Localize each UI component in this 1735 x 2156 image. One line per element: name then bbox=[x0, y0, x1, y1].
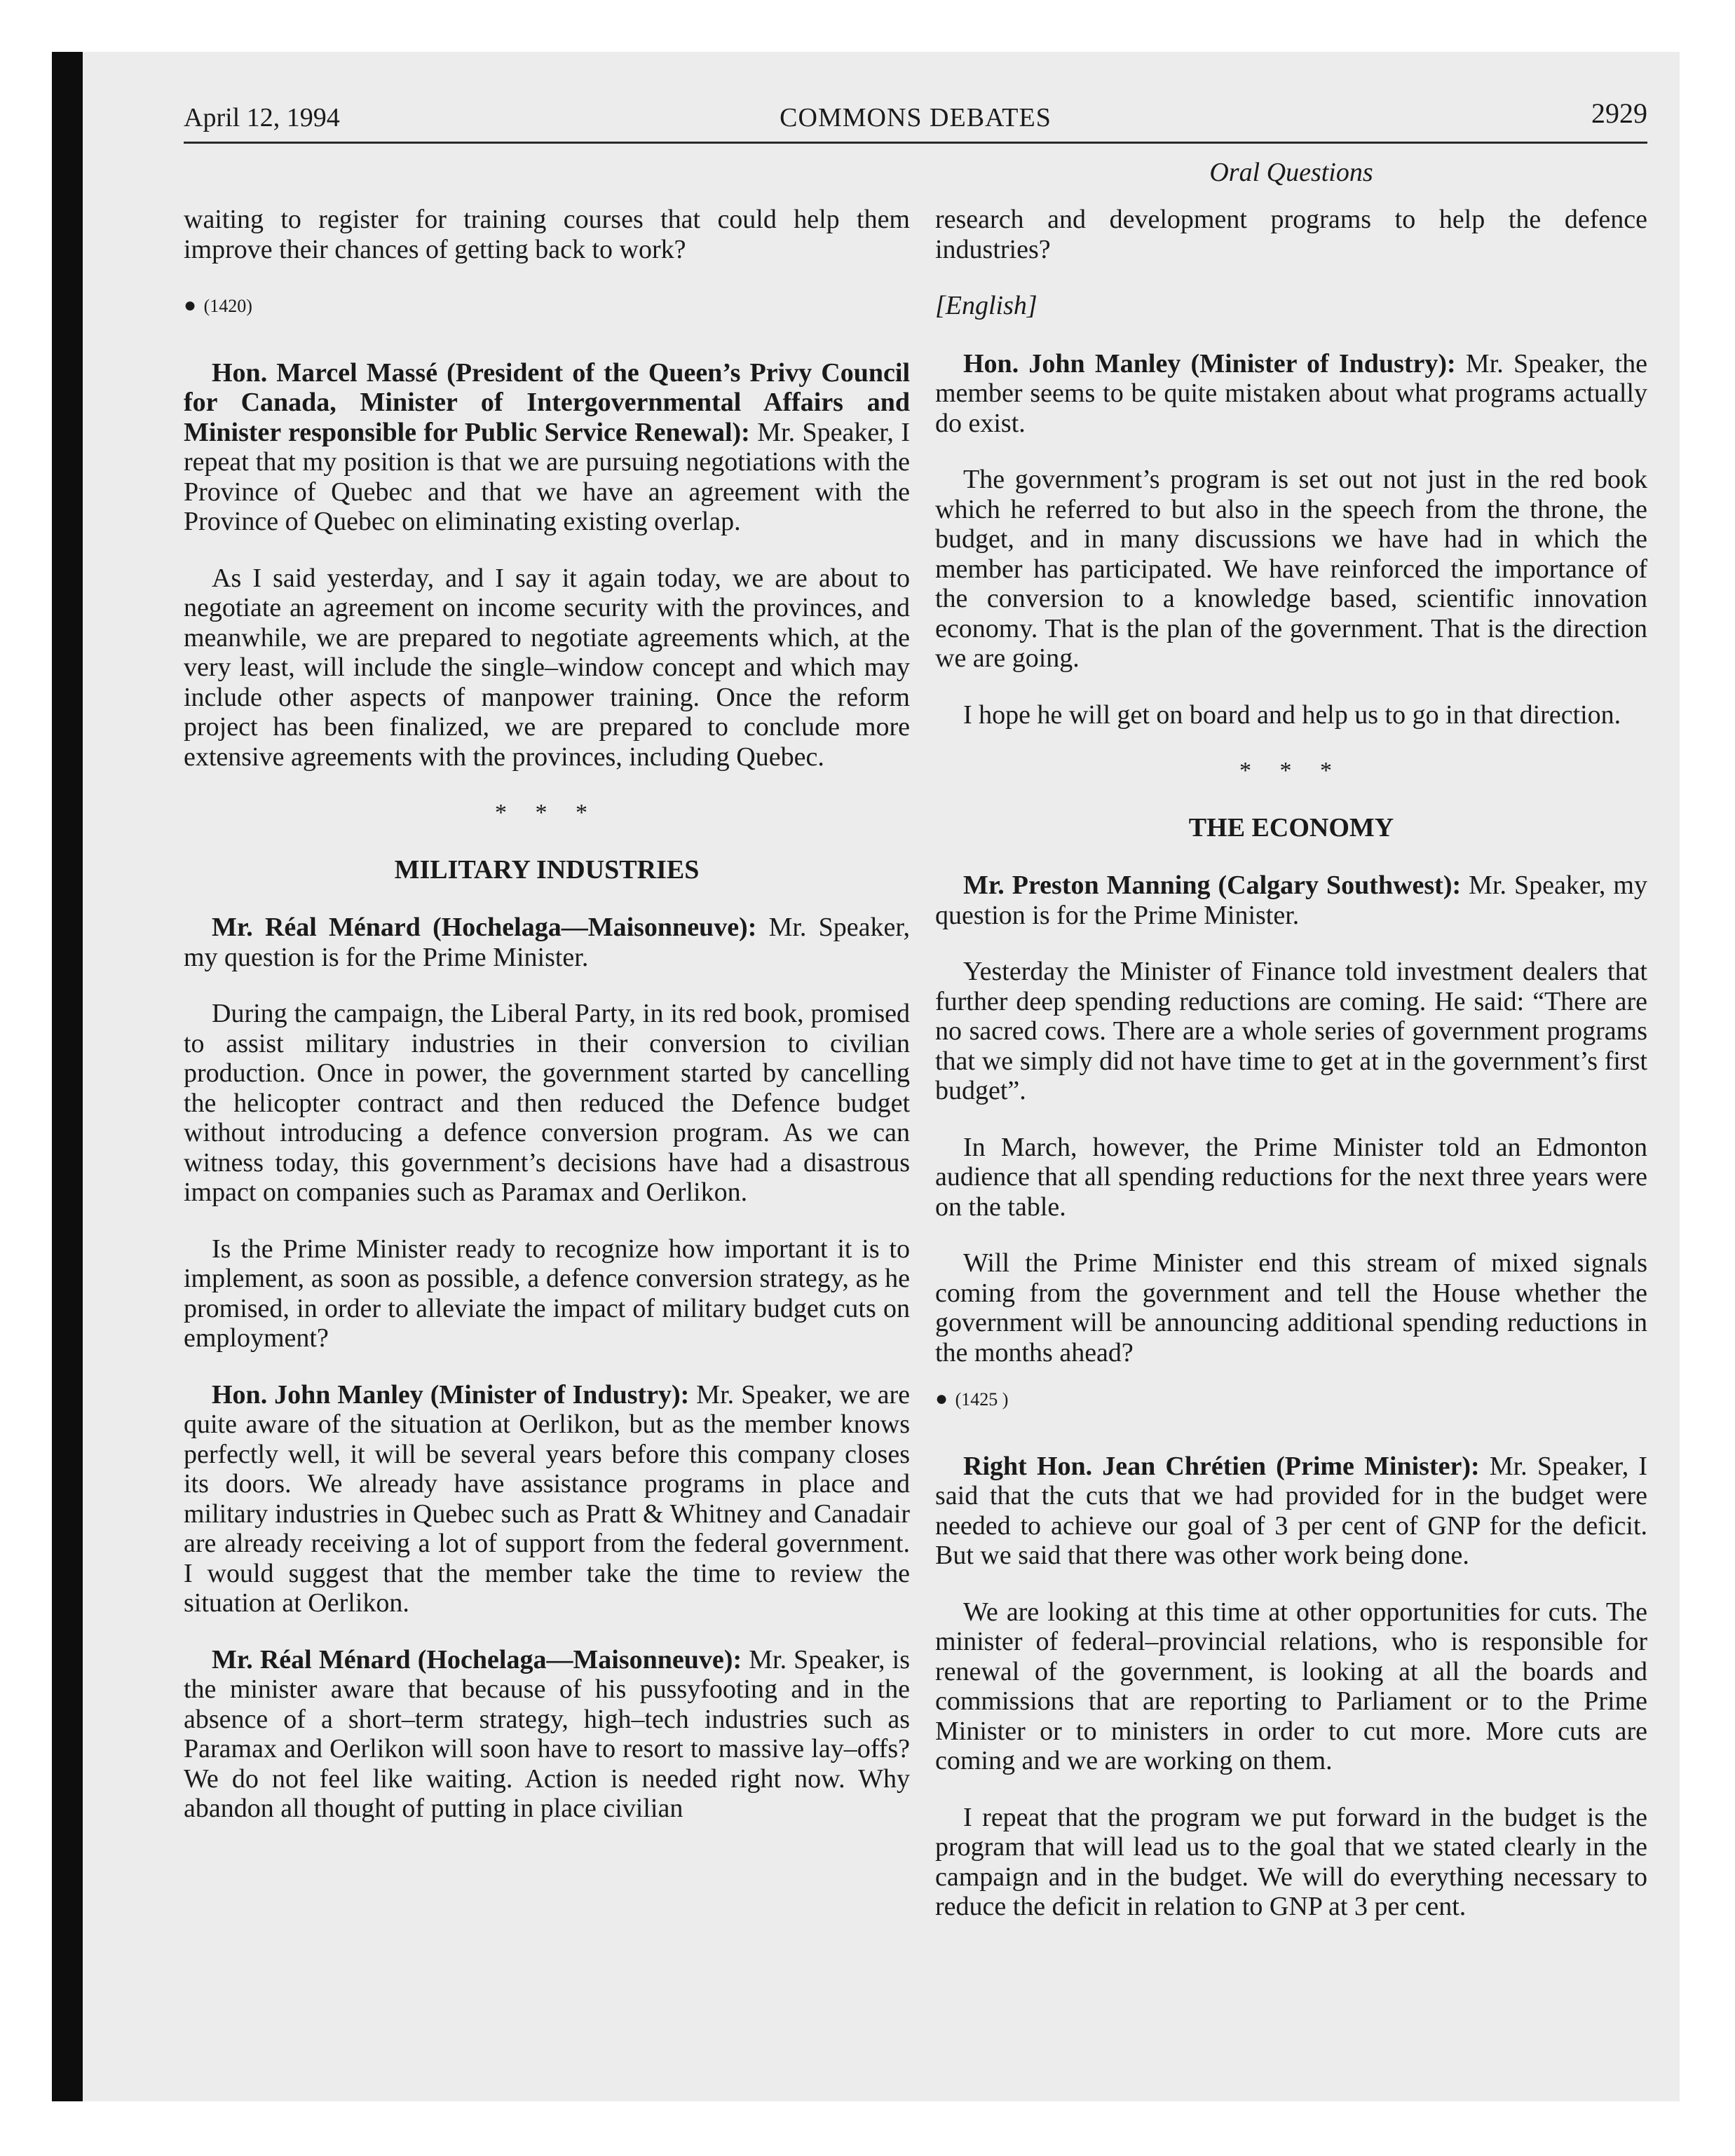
speech-text: Mr. Speaker, I said that the cuts that we had provided for in the budget were needed to achieve our goal of 3 per cent of GNP for the deficit. But we said that there was other work being done. bbox=[935, 1451, 1647, 1570]
paragraph: During the campaign, the Liberal Party, in its red book, promised to assist military industries in their conversion to civilian production. Once in power, the government started by cancelling the helicopter contract and then reduced the Defence budget without introducing a defence conversion program. As we can witness today, this government’s decisions have had a disastrous impact on companies such as Paramax and Oerlikon. bbox=[184, 999, 910, 1207]
paragraph: Will the Prime Minister end this stream of mixed signals coming from the government and tell the House whether the government will be announcing additional spending reductions in the months ahead? bbox=[935, 1248, 1647, 1367]
running-header bbox=[184, 86, 1647, 144]
section-separator: * * * bbox=[1239, 758, 1343, 784]
binding-edge bbox=[52, 52, 83, 2101]
time-marker-label: (1420) bbox=[203, 296, 252, 316]
language-tag: [English] bbox=[935, 291, 1037, 320]
right-column bbox=[935, 205, 1647, 1949]
section-label: Oral Questions bbox=[1209, 158, 1373, 187]
paragraph: We are looking at this time at other opportunities for cuts. The minister of federal–provincial relations, who is responsible for renewal of the government, is looking at all the boards and commissions that are reporting to Parliament or to the Prime Minister or to ministers in order to cut more. More cuts are coming and we are working on them. bbox=[935, 1597, 1647, 1775]
header-page-number: 2929 bbox=[1591, 97, 1647, 129]
paragraph: waiting to register for training courses that could help them improve their chances of getting back to work? bbox=[184, 205, 910, 264]
time-marker-label: (1425 ) bbox=[955, 1389, 1009, 1410]
speaker-name: Right Hon. Jean Chrétien (Prime Minister): bbox=[963, 1451, 1480, 1481]
bullet-icon: ● bbox=[935, 1387, 948, 1410]
paragraph: In March, however, the Prime Minister told an Edmonton audience that all spending reductions for the next three years were on the table. bbox=[935, 1132, 1647, 1222]
header-journal-title: COMMONS DEBATES bbox=[780, 103, 1052, 132]
speech bbox=[935, 349, 1647, 439]
speech-text: Mr. Speaker, we are quite aware of the situation at Oerlikon, but as the member knows perfectly well, it will be several years before this company closes its doors. We already have assistance programs in place and military industries in Quebec such as Pratt & Whitney and Canadair are already receiving a lot of support from the federal government. I would suggest that the member take the time to review the situation at Oerlikon. bbox=[184, 1379, 911, 1618]
speech-text: Mr. Speaker, my question is for the Prime Minister. bbox=[184, 913, 910, 972]
speaker-name: Hon. Marcel Massé (President of the Queen’s Privy Council for Canada, Minister of Intergovernmental Affairs and Minister responsible for Public Service Renewal): bbox=[184, 357, 910, 447]
paragraph: Is the Prime Minister ready to recognize how important it is to implement, as soon as possible, a defence conversion strategy, as he promised, in order to alleviate the impact of military budget cuts on employment? bbox=[184, 1234, 910, 1353]
speaker-name: Hon. John Manley (Minister of Industry): bbox=[212, 1379, 690, 1410]
left-column bbox=[184, 205, 910, 1850]
paragraph: The government’s program is set out not just in the red book which he referred to but also in the speech from the throne, the budget, and in many discussions we have had in which the member has participated. We have reinforced the importance of the conversion to a knowledge based, scientific innovation economy. That is the plan of the government. That is the direction we are going. bbox=[935, 465, 1647, 673]
time-marker bbox=[935, 1384, 1647, 1415]
paragraph: I repeat that the program we put forward in the budget is the program that will lead us to the goal that we stated clearly in the campaign and in the budget. We will do everything necessary to reduce the deficit in relation to GNP at 3 per cent. bbox=[935, 1802, 1647, 1921]
section-heading: THE ECONOMY bbox=[1188, 812, 1394, 842]
speech bbox=[184, 1380, 910, 1618]
speech bbox=[184, 1645, 910, 1824]
paragraph: Yesterday the Minister of Finance told investment dealers that further deep spending reductions are coming. He said: “There are no sacred cows. There are a whole series of government programs that we simply did not have time to get at in the government’s first budget”. bbox=[935, 957, 1647, 1105]
speech bbox=[935, 1452, 1647, 1571]
speaker-name: Hon. John Manley (Minister of Industry): bbox=[963, 348, 1456, 378]
paragraph: As I said yesterday, and I say it again today, we are about to negotiate an agreement on income security with the provinces, and meanwhile, we are prepared to negotiate agreements which, at the very least, will include the single–window concept and which may include other aspects of manpower training. Once the reform project has been finalized, we are prepared to conclude more extensive agreements with the provinces, including Quebec. bbox=[184, 563, 910, 772]
speech-text: Mr. Speaker, I repeat that my position is that we are pursuing negotiations with the Province of Quebec and that we have an agreement with the Province of Quebec on eliminating existing overlap. bbox=[184, 417, 910, 536]
section-separator: * * * bbox=[495, 800, 599, 826]
paragraph: I hope he will get on board and help us to go in that direction. bbox=[963, 700, 1621, 730]
speech-text: Mr. Speaker, my question is for the Prime Minister. bbox=[935, 871, 1647, 930]
speaker-name: Mr. Réal Ménard (Hochelaga—Maisonneuve): bbox=[212, 1644, 742, 1674]
speech bbox=[935, 871, 1647, 930]
speaker-name: Mr. Réal Ménard (Hochelaga—Maisonneuve): bbox=[212, 913, 757, 942]
speech-text: Mr. Speaker, the member seems to be quite mistaken about what programs actually do exist. bbox=[935, 348, 1647, 438]
bullet-icon: ● bbox=[184, 294, 197, 317]
speaker-name: Mr. Preston Manning (Calgary Southwest): bbox=[963, 871, 1462, 900]
speech bbox=[184, 358, 910, 537]
speech bbox=[184, 913, 910, 972]
scanned-page bbox=[52, 52, 1680, 2101]
paragraph: research and development programs to help the defence industries? bbox=[935, 205, 1647, 264]
header-date: April 12, 1994 bbox=[184, 103, 340, 132]
time-marker bbox=[184, 291, 910, 322]
section-heading: MILITARY INDUSTRIES bbox=[394, 854, 700, 885]
speech-text: Mr. Speaker, is the minister aware that because of his pussyfooting and in the absence of a short–term strategy, high–tech industries such as Paramax and Oerlikon will soon have to resort to massive lay–offs? We do not feel like waiting. Action is needed right now. Why abandon all thought of putting in place civilian bbox=[184, 1644, 910, 1823]
